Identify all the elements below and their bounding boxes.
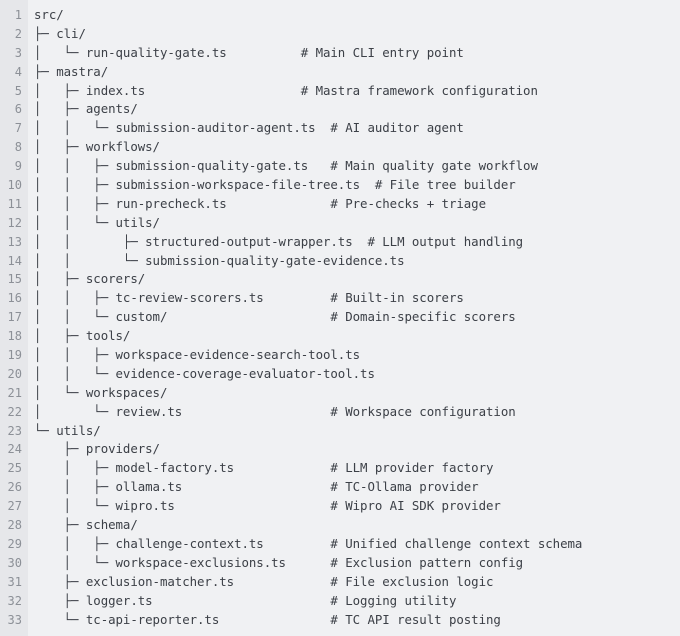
line-number: 13: [7, 234, 22, 249]
code-line: │ └─ workspace-exclusions.ts # Exclusion pattern config: [34, 554, 524, 570]
code-line: │ │ ├─ submission-workspace-file-tree.ts # File tree builder: [34, 177, 516, 193]
line-number: 31: [7, 574, 22, 589]
code-line: └─ utils/: [34, 422, 101, 438]
code-line: │ ├─ agents/: [34, 101, 138, 117]
code-line: ├─ schema/: [34, 517, 138, 533]
line-number: 9: [14, 159, 22, 174]
line-number: 20: [7, 366, 22, 381]
line-number: 17: [7, 310, 22, 325]
code-line: │ │ ├─ submission-quality-gate.ts # Main quality gate workflow: [34, 158, 538, 174]
line-number: 16: [7, 291, 22, 306]
code-line: ├─ exclusion-matcher.ts # File exclusion logic: [34, 573, 494, 589]
line-number: 24: [7, 442, 22, 457]
code-line: │ ├─ tools/: [34, 328, 131, 344]
code-line: │ └─ workspaces/: [34, 384, 168, 400]
code-line: └─ tc-api-reporter.ts # TC API result posting: [34, 611, 501, 627]
code-line: │ ├─ scorers/: [34, 271, 146, 287]
line-number: 21: [7, 385, 22, 400]
line-number: 12: [7, 215, 22, 230]
code-line: │ ├─ workflows/: [34, 139, 160, 155]
line-number: 11: [7, 196, 22, 211]
code-line: │ ├─ challenge-context.ts # Unified challenge context schema: [34, 535, 583, 551]
code-line: │ │ └─ utils/: [34, 214, 160, 230]
line-number: 27: [7, 499, 22, 514]
code-line: │ ├─ index.ts # Mastra framework configuration: [34, 82, 538, 98]
code-line: ├─ mastra/: [34, 63, 109, 79]
code-line: │ └─ wipro.ts # Wipro AI SDK provider: [34, 498, 501, 514]
line-number: 22: [7, 404, 22, 419]
line-number: 5: [14, 83, 22, 98]
code-line: │ ├─ model-factory.ts # LLM provider factory: [34, 460, 494, 476]
line-number: 23: [7, 423, 22, 438]
code-line: │ │ └─ custom/ # Domain-specific scorers: [34, 309, 516, 325]
line-number: 15: [7, 272, 22, 287]
code-line: ├─ cli/: [34, 25, 86, 41]
code-line: │ │ ├─ run-precheck.ts # Pre-checks + triage: [34, 195, 486, 211]
line-number: 2: [14, 26, 22, 41]
line-number: 18: [7, 329, 22, 344]
line-number: 28: [7, 518, 22, 533]
code-line: │ └─ review.ts # Workspace configuration: [34, 403, 516, 419]
code-line: │ │ └─ submission-auditor-agent.ts # AI auditor agent: [34, 120, 464, 136]
line-number: 32: [7, 593, 22, 608]
code-line: │ ├─ ollama.ts # TC-Ollama provider: [34, 479, 479, 495]
line-number: 26: [7, 480, 22, 495]
code-line: ├─ providers/: [34, 441, 160, 457]
code-line: ├─ logger.ts # Logging utility: [34, 592, 457, 608]
line-number: 3: [14, 45, 22, 60]
code-line: │ │ └─ evidence-coverage-evaluator-tool.ts: [34, 365, 375, 381]
line-number: 33: [7, 612, 22, 627]
code-line: src/: [34, 7, 64, 22]
code-line: │ └─ run-quality-gate.ts # Main CLI entry point: [34, 44, 464, 60]
code-content[interactable]: [28, 0, 680, 636]
code-line: │ │ ├─ workspace-evidence-search-tool.ts: [34, 347, 361, 363]
code-line: │ │ ├─ tc-review-scorers.ts # Built-in scorers: [34, 290, 464, 306]
line-number: 1: [14, 8, 22, 22]
line-number: 30: [7, 555, 22, 570]
code-line: │ │ └─ submission-quality-gate-evidence.ts: [34, 252, 405, 268]
line-number: 29: [7, 536, 22, 551]
line-number: 10: [7, 178, 22, 193]
line-number: 14: [7, 253, 22, 268]
line-number: 4: [14, 64, 22, 79]
line-number: 8: [14, 140, 22, 155]
code-line: │ │ ├─ structured-output-wrapper.ts # LLM output handling: [34, 233, 524, 249]
line-number: 7: [14, 121, 22, 136]
line-number: 25: [7, 461, 22, 476]
line-number-gutter: [0, 0, 28, 636]
line-number: 6: [14, 102, 22, 117]
line-number: 19: [7, 348, 22, 363]
